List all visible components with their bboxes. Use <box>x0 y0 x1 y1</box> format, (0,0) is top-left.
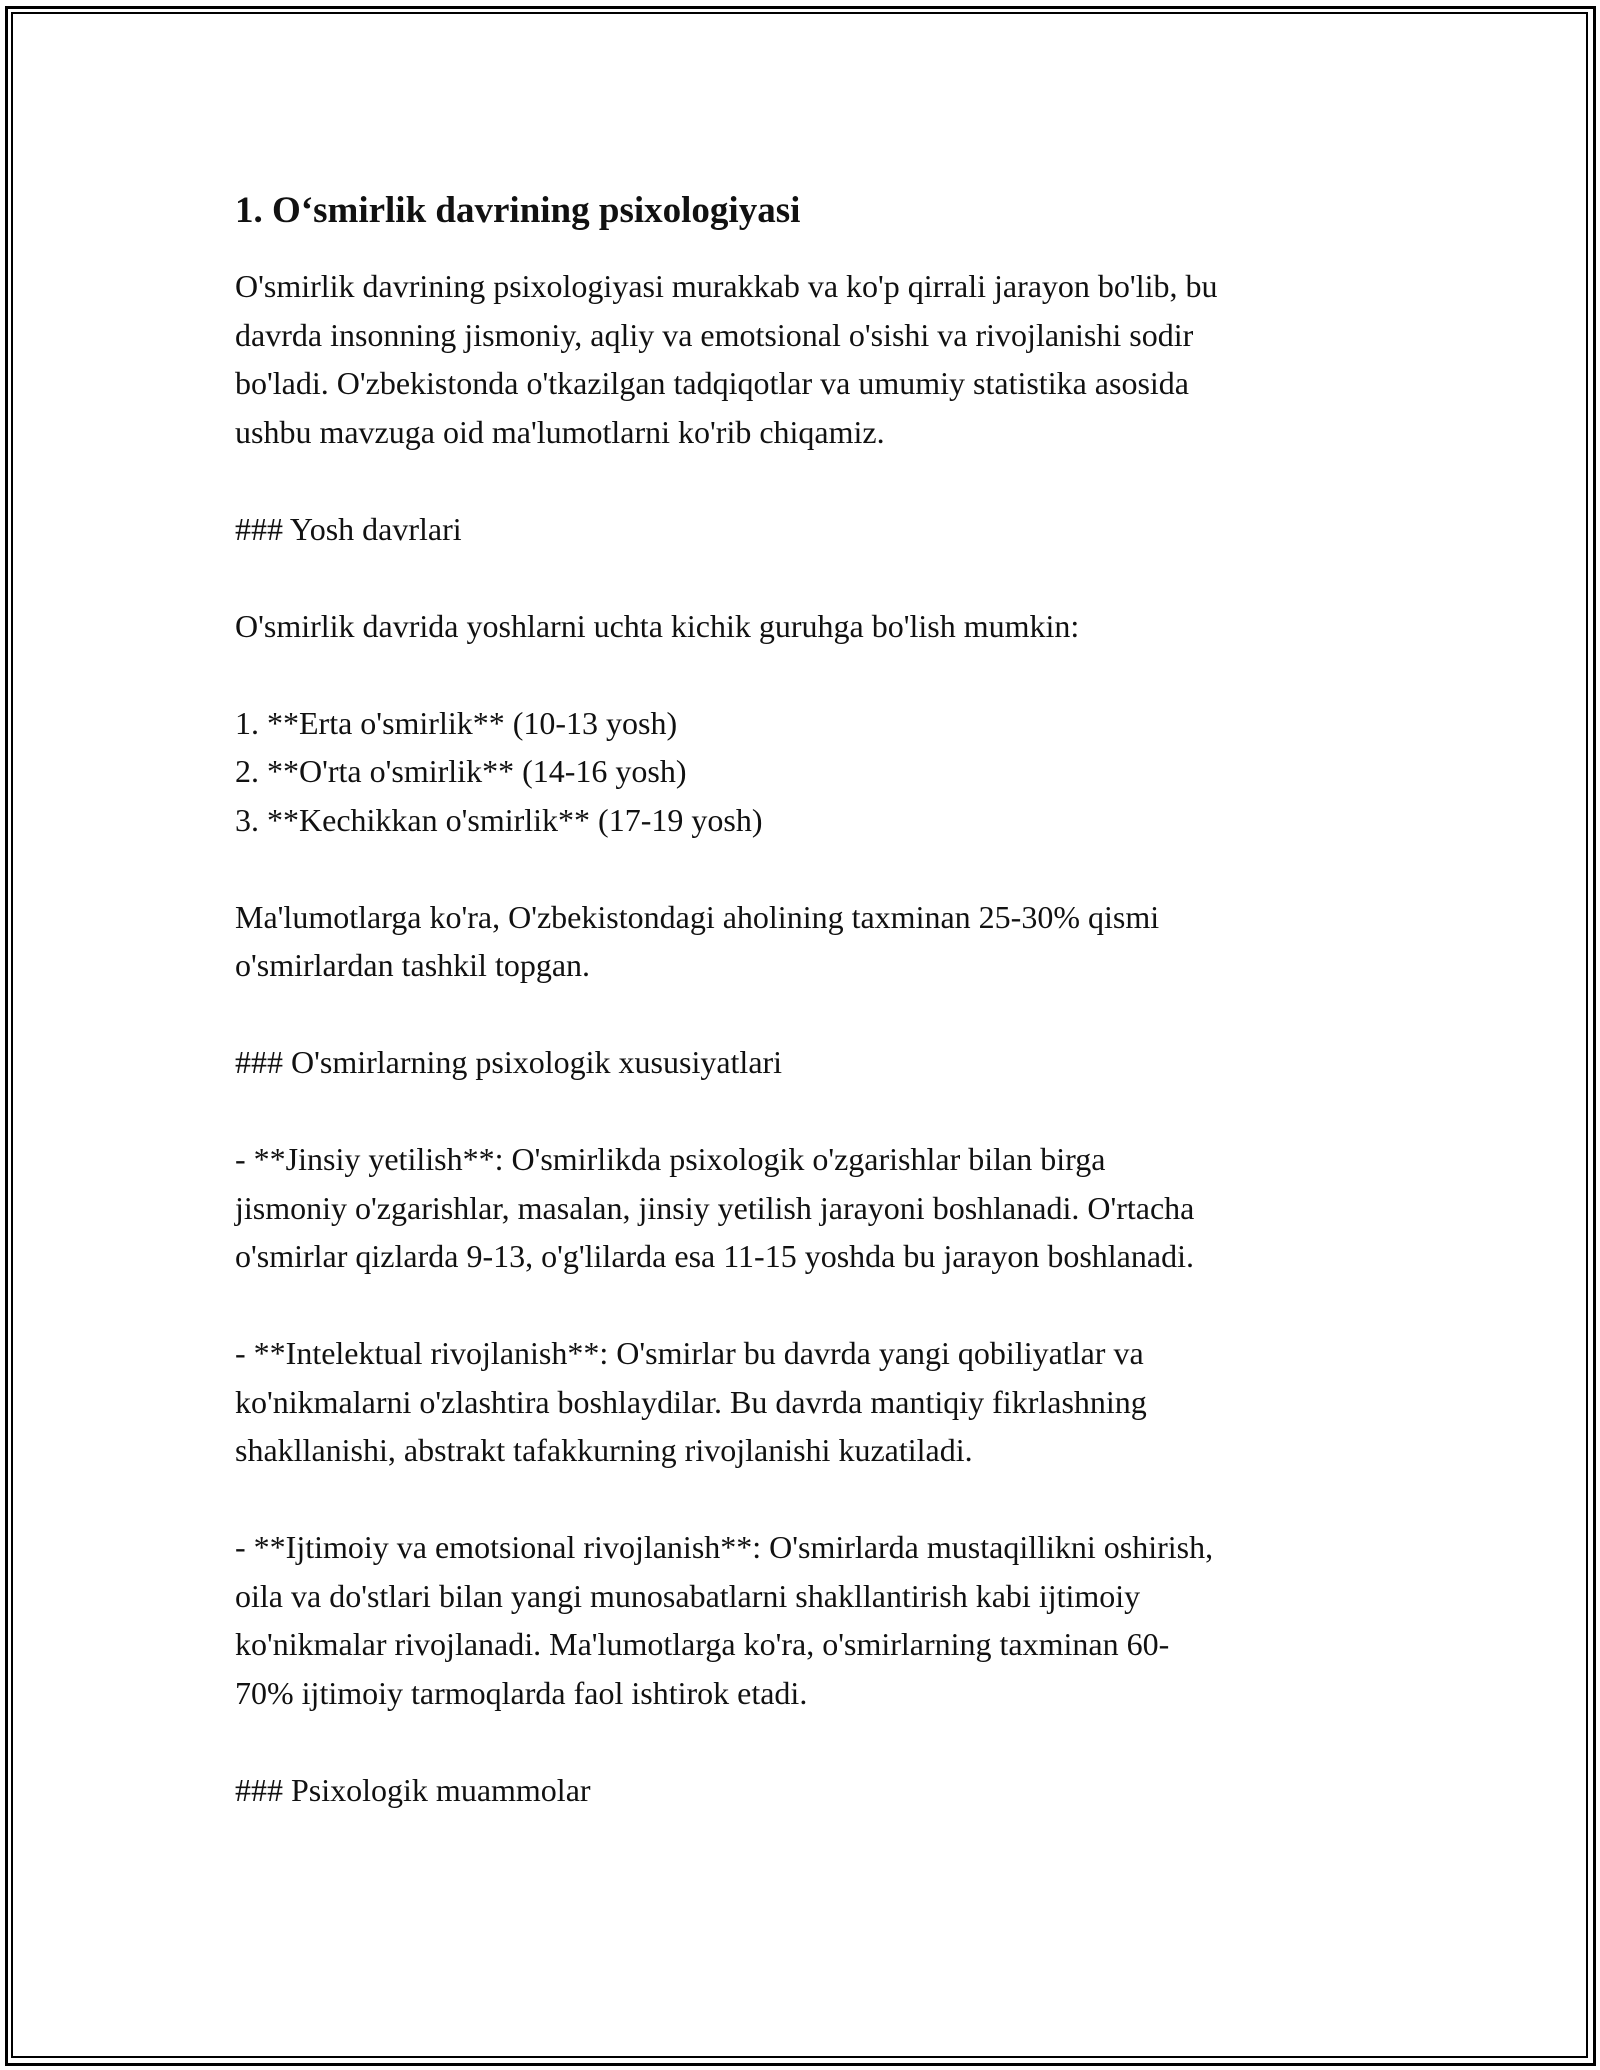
paragraph-gap <box>235 553 1385 602</box>
paragraph-line: 70% ijtimoiy tarmoqlarda faol ishtirok etadi. <box>235 1674 808 1711</box>
paragraph-line: jismoniy o'zgarishlar, masalan, jinsiy yetilish jarayoni boshlanadi. O'rtacha <box>235 1189 1195 1226</box>
ijtimoiy-rivojlanish-paragraph <box>235 1523 1385 1717</box>
paragraph-line: ko'nikmalarni o'zlashtira boshlaydilar. Bu davrda mantiqiy fikrlashning <box>235 1383 1147 1420</box>
paragraph-line: - **Intelektual rivojlanish**: O'smirlar bu davrda yangi qobiliyatlar va <box>235 1335 1144 1371</box>
section-heading-xususiyatlar: ### O'smirlarning psixologik xususiyatlari <box>235 1044 783 1080</box>
paragraph-line: ko'nikmalar rivojlanadi. Ma'lumotlarga ko'ra, o'smirlarning taxminan 60- <box>235 1626 1170 1662</box>
age-groups-list <box>235 699 1385 845</box>
list-item: 3. **Kechikkan o'smirlik** (17-19 yosh) <box>235 801 763 838</box>
paragraph-gap <box>235 1717 1385 1766</box>
section-heading-muammolar: ### Psixologik muammolar <box>235 1771 591 1808</box>
paragraph-line: - **Ijtimoiy va emotsional rivojlanish**: O'smirlarda mustaqillikni oshirish, <box>235 1529 1214 1565</box>
intro-line: davrda insonning jismoniy, aqliy va emotsional o'sishi va rivojlanishi sodir <box>235 316 1194 353</box>
paragraph-line: Ma'lumotlarga ko'ra, O'zbekistondagi aholining taxminan 25-30% qismi <box>235 898 1160 935</box>
paragraph-line: o'smirlar qizlarda 9-13, o'g'lilarda esa 11-15 yoshda bu jarayon boshlanadi. <box>235 1238 1194 1274</box>
paragraph-gap <box>235 456 1385 505</box>
paragraph-gap <box>235 650 1385 699</box>
jinsiy-yetilish-paragraph <box>235 1135 1385 1281</box>
paragraph-gap <box>235 844 1385 893</box>
paragraph-line: shakllanishi, abstrakt tafakkurning rivojlanishi kuzatiladi. <box>235 1432 973 1468</box>
list-item: 1. **Erta o'smirlik** (10-13 yosh) <box>235 704 678 741</box>
population-paragraph <box>235 893 1385 990</box>
intro-line: ushbu mavzuga oid ma'lumotlarni ko'rib chiqamiz. <box>235 413 885 450</box>
intro-line: bo'ladi. O'zbekistonda o'tkazilgan tadqiqotlar va umumiy statistika asosida <box>235 365 1189 401</box>
section-heading-yosh-davrlari: ### Yosh davrlari <box>235 510 462 547</box>
paragraph-gap <box>235 1281 1385 1330</box>
list-item: 2. **O'rta o'smirlik** (14-16 yosh) <box>235 753 687 789</box>
groups-intro-paragraph: O'smirlik davrida yoshlarni uchta kichik guruhga bo'lish mumkin: <box>235 607 1080 644</box>
document-title: 1. O‘smirlik davrining psixologiyasi <box>235 190 801 231</box>
document-body <box>235 186 1385 1814</box>
intelektual-rivojlanish-paragraph <box>235 1329 1385 1475</box>
intro-paragraph <box>235 262 1385 456</box>
paragraph-line: o'smirlardan tashkil topgan. <box>235 947 591 983</box>
paragraph-gap <box>235 1475 1385 1524</box>
paragraph-gap <box>235 1087 1385 1136</box>
intro-line: O'smirlik davrining psixologiyasi murakkab va ko'p qirrali jarayon bo'lib, bu <box>235 268 1218 304</box>
paragraph-gap <box>235 990 1385 1039</box>
paragraph-line: - **Jinsiy yetilish**: O'smirlikda psixologik o'zgarishlar bilan birga <box>235 1141 1106 1177</box>
paragraph-line: oila va do'stlari bilan yangi munosabatlarni shakllantirish kabi ijtimoiy <box>235 1577 1141 1614</box>
